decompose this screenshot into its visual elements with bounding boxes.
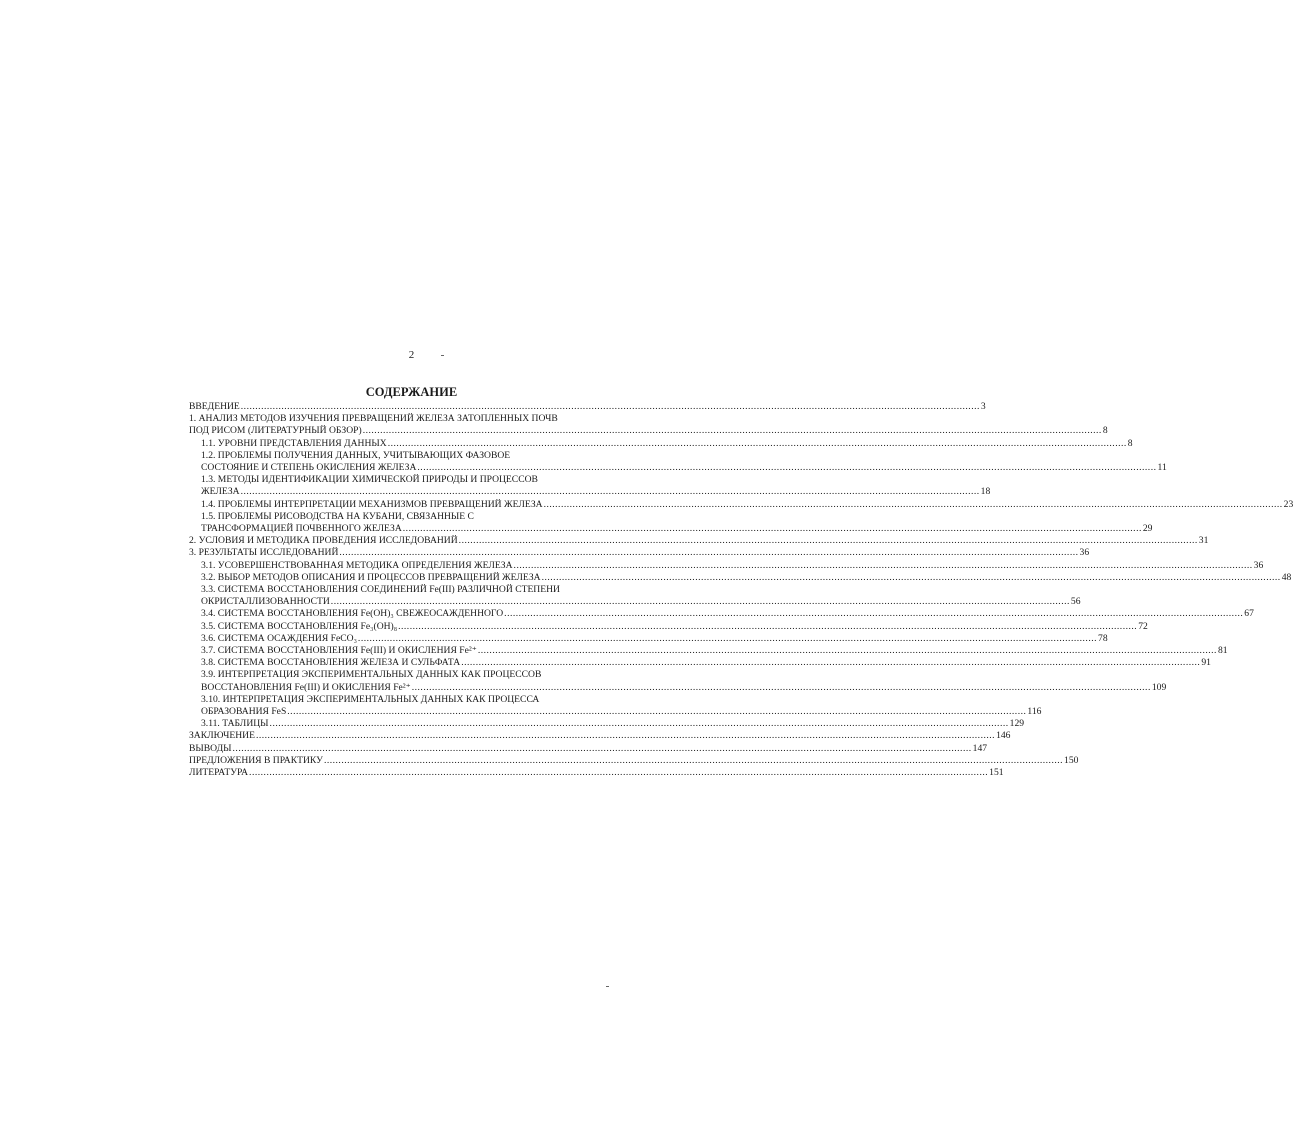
toc-entry — [189, 498, 1293, 511]
toc-entry — [189, 620, 1148, 633]
toc-entry-text: 1.4. ПРОБЛЕМЫ ИНТЕРПРЕТАЦИИ МЕХАНИЗМОВ ПРЕВРАЩЕНИЙ ЖЕЛЕЗА — [201, 498, 543, 510]
toc-entry-page: 11 — [1157, 462, 1167, 474]
toc-entry-text: 3.10. ИНТЕРПРЕТАЦИЯ ЭКСПЕРИМЕНТАЛЬНЫХ ДАННЫХ КАК ПРОЦЕССА — [201, 693, 540, 705]
dot-leader — [324, 755, 1063, 767]
toc-entry — [189, 632, 1108, 645]
toc-entry — [189, 437, 1133, 450]
toc-entry-page: 81 — [1217, 645, 1228, 657]
toc-entry — [189, 474, 991, 498]
toc-entry-text: СОСТОЯНИЕ И СТЕПЕНЬ ОКИСЛЕНИЯ ЖЕЛЕЗА — [201, 462, 417, 474]
toc-entry-page: 67 — [1244, 608, 1254, 620]
dot-leader — [514, 560, 1253, 572]
toc-title: СОДЕРЖАНИЕ — [365, 385, 458, 399]
toc-entry-page: 3 — [980, 401, 986, 412]
toc-entry-text: 3.7. СИСТЕМА ВОССТАНОВЛЕНИЯ Fe(III) И ОКИСЛЕНИЯ Fe²⁺ — [201, 645, 477, 657]
dot-leader — [544, 499, 1283, 511]
toc-entry-page: 8 — [1127, 437, 1133, 449]
toc-entry — [189, 657, 1211, 669]
toc-entry-text: 3.9. ИНТЕРПРЕТАЦИЯ ЭКСПЕРИМЕНТАЛЬНЫХ ДАННЫХ КАК ПРОЦЕССОВ — [201, 669, 542, 681]
toc-entry-text: ЗАКЛЮЧЕНИЕ — [189, 730, 255, 742]
dot-leader — [241, 486, 980, 498]
toc-entry-text: ВВЕДЕНИЕ — [189, 401, 240, 412]
toc-entry-page: 72 — [1138, 620, 1148, 632]
toc-entry-page: 36 — [1253, 559, 1264, 571]
toc-entry-page: 146 — [996, 730, 1011, 742]
toc-entry-text: ТРАНСФОРМАЦИЕЙ ПОЧВЕННОГО ЖЕЛЕЗА — [201, 523, 402, 535]
dot-leader — [461, 657, 1200, 669]
dot-leader — [478, 645, 1217, 657]
toc-entry-page: 56 — [1070, 596, 1081, 608]
toc-entry-page: 91 — [1201, 657, 1211, 669]
dot-leader — [542, 572, 1281, 584]
toc-entry — [189, 730, 1011, 742]
toc-entry-page: 18 — [980, 486, 991, 498]
toc-entry-page: 31 — [1198, 535, 1209, 547]
toc-entry-text: 3.11. ТАБЛИЦЫ — [201, 718, 269, 730]
toc-entry-text: ОКРИСТАЛЛИЗОВАННОСТИ — [201, 596, 330, 608]
toc-entry — [189, 559, 1264, 572]
toc-entry-page: 109 — [1151, 681, 1167, 693]
toc-entry-text: 1.2. ПРОБЛЕМЫ ПОЛУЧЕНИЯ ДАННЫХ, УЧИТЫВАЮЩИХ ФАЗОВОЕ — [201, 449, 511, 461]
toc-entry — [189, 510, 1153, 535]
toc-entry-text: 3.4. СИСТЕМА ВОССТАНОВЛЕНИЯ Fe(OH)₃ СВЕЖЕОСАЖДЕННОГО — [201, 608, 504, 620]
toc-entry-text: 1. АНАЛИЗ МЕТОДОВ ИЗУЧЕНИЯ ПРЕВРАЩЕНИЙ ЖЕЛЕЗА ЗАТОПЛЕННЫХ ПОЧВ — [189, 413, 558, 425]
toc-entry-page: 129 — [1009, 718, 1025, 730]
dot-leader — [363, 425, 1102, 437]
toc-entry-page: 151 — [989, 767, 1004, 779]
toc-entry-page: 36 — [1079, 547, 1090, 559]
dot-leader — [459, 535, 1198, 547]
toc-entry-text: ПОД РИСОМ (ЛИТЕРАТУРНЫЙ ОБЗОР) — [189, 425, 362, 437]
toc-entry-page: 8 — [1102, 425, 1108, 437]
toc-entry — [189, 413, 1108, 437]
toc-entry-text: ЛИТЕРАТУРА — [189, 767, 249, 779]
scan-speck — [441, 355, 444, 356]
toc-entry-text: 3.6. СИСТЕМА ОСАЖДЕНИЯ FeCO₃ — [201, 632, 357, 644]
toc-entry — [189, 718, 1025, 730]
toc-entry — [189, 608, 1254, 620]
toc-entry-text: 1.3. МЕТОДЫ ИДЕНТИФИКАЦИИ ХИМИЧЕСКОЙ ПРИРОДЫ И ПРОЦЕССОВ — [201, 474, 538, 486]
dot-leader — [403, 523, 1142, 535]
toc-entry-page: 29 — [1142, 523, 1153, 535]
toc-entry-page: 23 — [1283, 498, 1293, 510]
toc-entry-text: ОБРАЗОВАНИЯ FeS — [201, 706, 287, 718]
dot-leader — [339, 547, 1078, 559]
scan-speck — [606, 986, 609, 987]
toc-entry — [189, 754, 1079, 767]
toc-entry — [189, 584, 1081, 608]
toc-entry-text: 2. УСЛОВИЯ И МЕТОДИКА ПРОВЕДЕНИЯ ИССЛЕДОВАНИЙ — [189, 535, 458, 547]
toc-entry-text: 3. РЕЗУЛЬТАТЫ ИССЛЕДОВАНИЙ — [189, 547, 339, 559]
dot-leader — [270, 718, 1009, 730]
toc-entry — [189, 401, 986, 413]
toc-entry-page: 116 — [1027, 706, 1042, 718]
toc-entry-text: 1.5. ПРОБЛЕМЫ РИСОВОДСТВА НА КУБАНИ, СВЯЗАННЫЕ С — [201, 510, 474, 522]
toc-entry — [189, 535, 1209, 547]
toc-entry-page: 48 — [1281, 571, 1292, 583]
toc-entry-text: ПРЕДЛОЖЕНИЯ В ПРАКТИКУ — [189, 754, 323, 766]
dot-leader — [331, 596, 1070, 608]
dot-leader — [233, 743, 972, 755]
toc-entry-text: ЖЕЛЕЗА — [201, 486, 240, 498]
toc-entry-page: 147 — [972, 742, 988, 754]
toc-entry-page: 78 — [1098, 632, 1108, 644]
toc-entry-text: 1.1. УРОВНИ ПРЕДСТАВЛЕНИЯ ДАННЫХ — [201, 437, 387, 449]
toc-entry — [189, 571, 1292, 584]
dot-leader — [249, 767, 988, 779]
toc-entry-text: 3.5. СИСТЕМА ВОССТАНОВЛЕНИЯ Fe₃(OH)₈ — [201, 620, 398, 632]
toc-entry — [189, 767, 1004, 779]
dot-leader — [417, 462, 1156, 474]
toc-entry-page: 150 — [1064, 754, 1079, 766]
toc-entry — [189, 645, 1228, 657]
toc-entry-text: ВЫВОДЫ — [189, 742, 232, 754]
dot-leader — [256, 730, 995, 742]
dot-leader — [358, 633, 1097, 645]
toc-entry — [189, 669, 1167, 693]
toc-entry-text: ВОССТАНОВЛЕНИЯ Fe(III) И ОКИСЛЕНИЯ Fe²⁺ — [201, 681, 411, 693]
page-number: 2 — [408, 349, 415, 361]
dot-leader — [504, 608, 1243, 620]
toc-entry — [189, 693, 1042, 718]
dot-leader — [412, 682, 1151, 694]
toc-entry — [189, 547, 1090, 559]
toc-entry-text: 3.3. СИСТЕМА ВОССТАНОВЛЕНИЯ СОЕДИНЕНИЙ Fe(III) РАЗЛИЧНОЙ СТЕПЕНИ — [201, 584, 560, 596]
dot-leader — [398, 621, 1137, 633]
toc-entry — [189, 449, 1167, 474]
toc-entry-text: 3.1. УСОВЕРШЕНСТВОВАННАЯ МЕТОДИКА ОПРЕДЕЛЕНИЯ ЖЕЛЕЗА — [201, 559, 513, 571]
table-of-contents — [189, 401, 1293, 779]
dot-leader — [241, 401, 980, 413]
dot-leader — [388, 438, 1127, 450]
toc-entry-text: 3.8. СИСТЕМА ВОССТАНОВЛЕНИЯ ЖЕЛЕЗА И СУЛЬФАТА — [201, 657, 461, 669]
toc-entry-text: 3.2. ВЫБОР МЕТОДОВ ОПИСАНИЯ И ПРОЦЕССОВ ПРЕВРАЩЕНИЙ ЖЕЛЕЗА — [201, 571, 541, 583]
toc-entry — [189, 742, 988, 755]
dot-leader — [287, 706, 1026, 718]
